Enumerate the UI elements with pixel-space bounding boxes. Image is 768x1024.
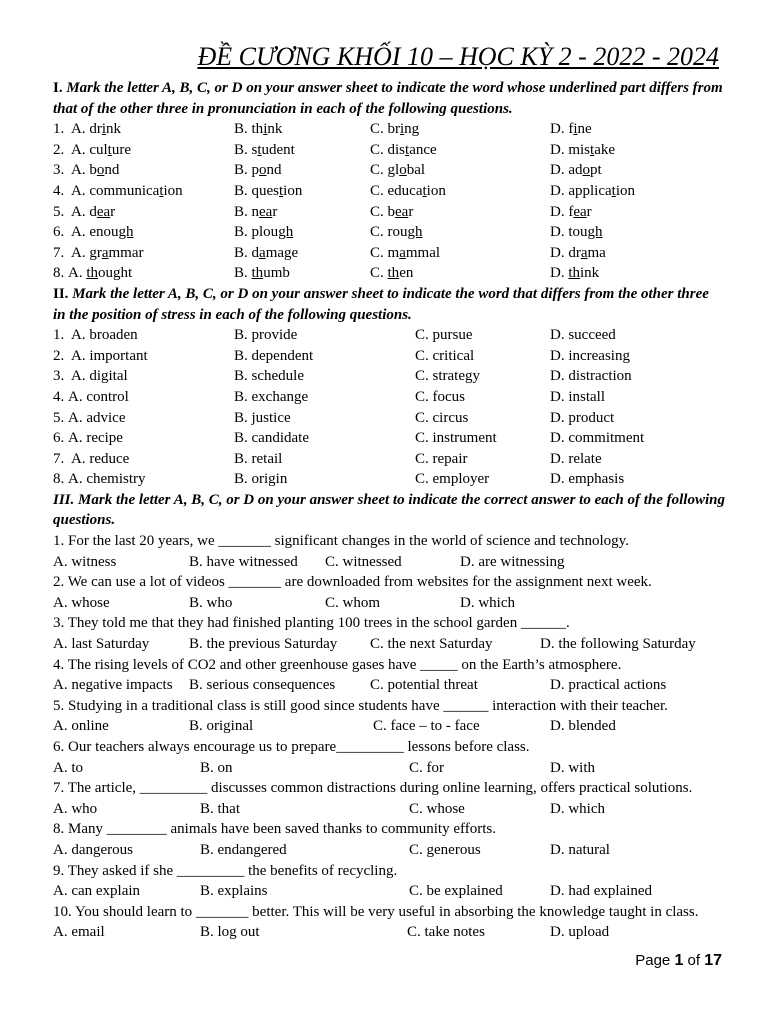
question-number: 6.	[53, 224, 65, 241]
question-number: 5.	[53, 409, 65, 426]
answer-row	[53, 758, 725, 779]
question-row	[53, 119, 725, 140]
answer-option: D. with	[550, 759, 595, 776]
question-row	[53, 140, 725, 161]
answer-option: B. justice	[234, 409, 291, 426]
question-number: 1.	[53, 327, 65, 344]
question-text: 1. For the last 20 years, we _______ significant changes in the world of science and technology.	[53, 533, 629, 550]
answer-option: D. fine	[550, 121, 592, 138]
question-number: 6.	[53, 430, 65, 447]
question-row	[53, 263, 725, 284]
answer-option: C. pursue	[415, 327, 473, 344]
underlined-part: th	[251, 265, 264, 282]
answer-option: D. relate	[550, 450, 602, 467]
underlined-part: i	[101, 121, 106, 138]
answer-option: D. think	[550, 265, 600, 282]
answer-option: A. online	[53, 718, 109, 735]
section-1-heading	[53, 78, 725, 119]
answer-option: C. focus	[415, 388, 465, 405]
page-title: ĐỀ CƯƠNG KHỐI 10 – HỌC KỲ 2 - 2022 - 2024	[197, 42, 719, 71]
answer-option: A. enough	[71, 224, 134, 241]
answer-option: A. bond	[71, 162, 120, 179]
answer-option: B. log out	[200, 924, 260, 941]
answer-option: C. rough	[370, 224, 423, 241]
answer-option: A. digital	[71, 368, 128, 385]
answer-option: D. are witnessing	[460, 553, 565, 570]
underlined-part: i	[573, 121, 578, 138]
answer-option: D. mistake	[550, 141, 616, 158]
answer-option: D. which	[460, 594, 515, 611]
answer-row	[53, 922, 725, 943]
answer-option: C. take notes	[407, 924, 485, 941]
answer-option: C. repair	[415, 450, 468, 467]
answer-option: D. tough	[550, 224, 603, 241]
answer-option: B. origin	[234, 471, 288, 488]
answer-option: B. the previous Saturday	[189, 636, 338, 653]
answer-option: B. serious consequences	[189, 677, 336, 694]
answer-option: D. emphasis	[550, 471, 625, 488]
answer-option: C. generous	[409, 841, 481, 858]
answer-option: B. exchange	[234, 388, 309, 405]
answer-option: C. the next Saturday	[370, 636, 493, 653]
underlined-part: t	[257, 141, 262, 158]
underlined-part: gh	[118, 224, 134, 241]
underlined-part: o	[399, 162, 407, 179]
answer-option: B. question	[234, 182, 303, 199]
answer-option: B. pond	[234, 162, 282, 179]
answer-option: D. practical actions	[550, 677, 667, 694]
answer-option: C. for	[409, 759, 444, 776]
question-number: 4.	[53, 388, 65, 405]
question-text: 8. Many ________ animals have been saved thanks to community efforts.	[53, 821, 496, 838]
page-label: Page	[635, 952, 675, 969]
underlined-part: a	[399, 244, 406, 261]
answer-option: C. critical	[415, 347, 475, 364]
underlined-part: o	[582, 162, 590, 179]
answer-option: C. whose	[409, 800, 465, 817]
total-pages: 17	[704, 952, 722, 969]
question-number: 2.	[53, 347, 65, 364]
question-number: 3.	[53, 368, 65, 385]
answer-option: D. application	[550, 182, 635, 199]
question-row	[53, 408, 725, 429]
underlined-part: a	[580, 244, 588, 261]
underlined-part: ea	[395, 203, 409, 220]
answer-option: A. reduce	[71, 450, 130, 467]
question-row	[53, 243, 725, 264]
page-footer	[635, 952, 722, 970]
question-row	[53, 202, 725, 223]
answer-option: A. can explain	[53, 883, 141, 900]
answer-option: C. witnessed	[325, 553, 402, 570]
answer-option: A. communication	[71, 182, 183, 199]
question-number: 4.	[53, 182, 65, 199]
underlined-part: t	[611, 182, 616, 199]
answer-option: B. thumb	[234, 265, 290, 282]
answer-row	[53, 716, 725, 737]
underlined-part: t	[590, 141, 595, 158]
answer-option: A. culture	[71, 141, 131, 158]
answer-option: C. global	[370, 162, 426, 179]
answer-option: A. to	[53, 759, 83, 776]
answer-option: D. product	[550, 409, 615, 426]
current-page: 1	[674, 952, 684, 969]
section-2-number: II.	[53, 285, 69, 302]
question-text: 4. The rising levels of CO2 and other greenhouse gases have _____ on the Earth’s atmosphere.	[53, 656, 622, 673]
underlined-part: gh	[587, 224, 603, 241]
underlined-part: ea	[573, 203, 587, 220]
answer-option: C. education	[370, 182, 446, 199]
question-number: 2.	[53, 141, 65, 158]
answer-option: B. think	[234, 121, 283, 138]
answer-option: A. whose	[53, 594, 110, 611]
underlined-part: th	[568, 265, 581, 282]
answer-option: D. natural	[550, 841, 610, 858]
answer-option: C. instrument	[415, 430, 497, 447]
answer-option: B. schedule	[234, 368, 304, 385]
answer-option: B. who	[189, 594, 233, 611]
question-row	[53, 449, 725, 470]
answer-option: B. have witnessed	[189, 553, 298, 570]
answer-option: A. broaden	[71, 327, 138, 344]
underlined-part: t	[422, 182, 427, 199]
document-page	[53, 40, 725, 943]
answer-option: A. grammar	[71, 244, 144, 261]
answer-option: B. endangered	[200, 841, 287, 858]
answer-option: A. negative impacts	[53, 677, 173, 694]
underlined-part: t	[107, 141, 112, 158]
answer-option: D. the following Saturday	[540, 636, 696, 653]
underlined-part: t	[279, 182, 284, 199]
underlined-part: t	[159, 182, 164, 199]
section-1-questions	[53, 119, 725, 284]
answer-option: D. commitment	[550, 430, 645, 447]
answer-option: B. that	[200, 800, 240, 817]
section-3-heading	[53, 490, 725, 531]
answer-option: A. thought	[68, 265, 133, 282]
answer-option: A. dangerous	[53, 841, 133, 858]
answer-option: A. last Saturday	[53, 636, 150, 653]
answer-option: C. strategy	[415, 368, 480, 385]
answer-option: D. had explained	[550, 883, 653, 900]
underlined-part: gh	[407, 224, 423, 241]
answer-option: C. be explained	[409, 883, 503, 900]
answer-option: D. adopt	[550, 162, 602, 179]
question-row	[53, 387, 725, 408]
question-row	[53, 222, 725, 243]
answer-option: A. witness	[53, 553, 117, 570]
answer-option: C. circus	[415, 409, 469, 426]
question-text: 10. You should learn to _______ better. This will be very useful in absorbing the knowledge taught in class.	[53, 903, 699, 920]
answer-option: B. provide	[234, 327, 298, 344]
answer-option: C. potential threat	[370, 677, 478, 694]
answer-option: C. face – to - face	[373, 718, 480, 735]
answer-option: D. drama	[550, 244, 606, 261]
question-text: 9. They asked if she _________ the benefits of recycling.	[53, 862, 398, 879]
answer-option: B. on	[200, 759, 233, 776]
answer-option: A. who	[53, 800, 98, 817]
underlined-part: i	[400, 121, 405, 138]
question-number: 7.	[53, 450, 65, 467]
answer-row	[53, 675, 725, 696]
underlined-part: ea	[96, 203, 111, 220]
underlined-part: th	[86, 265, 99, 282]
question-row	[53, 428, 725, 449]
answer-option: D. which	[550, 800, 605, 817]
answer-row	[53, 634, 725, 655]
section-3-number: III.	[53, 491, 75, 508]
question-text: 5. Studying in a traditional class is still good since students have ______ interaction with their teacher.	[53, 697, 668, 714]
question-text: 6. Our teachers always encourage us to prepare_________ lessons before class.	[53, 739, 530, 755]
question-row	[53, 366, 725, 387]
answer-option: A. important	[71, 347, 148, 364]
underlined-part: th	[387, 265, 400, 282]
answer-option: B. near	[234, 203, 278, 220]
answer-row	[53, 799, 725, 820]
answer-option: B. student	[234, 141, 295, 158]
answer-option: B. plough	[234, 224, 294, 241]
answer-option: D. blended	[550, 718, 616, 735]
question-text: 3. They told me that they had finished planting 100 trees in the school garden ______.	[53, 615, 570, 632]
question-number: 8.	[53, 265, 65, 282]
answer-option: C. then	[370, 265, 414, 282]
section-3-questions	[53, 531, 725, 943]
answer-option: B. dependent	[234, 347, 314, 364]
underlined-part: a	[101, 244, 109, 261]
answer-option: D. upload	[550, 924, 610, 941]
underlined-part: ea	[259, 203, 273, 220]
answer-option: A. drink	[71, 121, 121, 138]
section-3-instruction: Mark the letter A, B, C, or D on your answer sheet to indicate the correct answer to each of the following questions.	[53, 491, 725, 529]
answer-row	[53, 552, 725, 573]
answer-option: A. advice	[68, 409, 126, 426]
answer-option: A. control	[68, 388, 129, 405]
question-number: 1.	[53, 121, 65, 138]
question-number: 8.	[53, 471, 65, 488]
question-text: 2. We can use a lot of videos _______ are downloaded from websites for the assignment next week.	[53, 574, 652, 591]
answer-row	[53, 840, 725, 861]
answer-option: B. retail	[234, 450, 283, 467]
question-text: 7. The article, _________ discusses common distractions during online learning, offers practical solutions.	[53, 780, 693, 797]
answer-option: A. email	[53, 924, 105, 941]
section-1-instruction: Mark the letter A, B, C, or D on your answer sheet to indicate the word whose underlined part differs from that of the other three in pronunciation in each of the following questions.	[53, 80, 723, 117]
section-2-questions	[53, 325, 725, 490]
answer-option: B. candidate	[234, 430, 309, 447]
answer-option: D. distraction	[550, 368, 632, 385]
section-2-heading	[53, 284, 725, 325]
answer-option: A. recipe	[68, 430, 123, 447]
answer-option: D. increasing	[550, 347, 630, 364]
answer-option: C. whom	[325, 594, 381, 611]
underlined-part: o	[259, 162, 267, 179]
answer-option: B. original	[189, 718, 254, 735]
question-row	[53, 325, 725, 346]
answer-option: C. mammal	[370, 244, 441, 261]
question-number: 5.	[53, 203, 65, 220]
underlined-part: a	[259, 244, 266, 261]
answer-option: D. succeed	[550, 327, 616, 344]
question-number: 7.	[53, 244, 65, 261]
underlined-part: gh	[278, 224, 294, 241]
answer-option: B. damage	[234, 244, 299, 261]
answer-option: C. employer	[415, 471, 490, 488]
answer-option: D. fear	[550, 203, 592, 220]
answer-row	[53, 881, 725, 902]
question-row	[53, 469, 725, 490]
question-row	[53, 181, 725, 202]
section-1-number: I.	[53, 80, 63, 96]
answer-row	[53, 593, 725, 614]
answer-option: C. distance	[370, 141, 437, 158]
answer-option: C. bear	[370, 203, 414, 220]
question-row	[53, 346, 725, 367]
answer-option: C. bring	[370, 121, 420, 138]
question-number: 3.	[53, 162, 65, 179]
underlined-part: o	[96, 162, 105, 179]
answer-option: D. install	[550, 388, 605, 405]
of-label: of	[683, 952, 705, 969]
answer-option: A. chemistry	[68, 471, 146, 488]
section-2-instruction: Mark the letter A, B, C, or D on your answer sheet to indicate the word that differs from the other three in the position of stress in each of the following questions.	[53, 285, 709, 323]
question-row	[53, 160, 725, 181]
underlined-part: t	[405, 141, 410, 158]
answer-option: A. dear	[71, 203, 116, 220]
underlined-part: i	[263, 121, 268, 138]
answer-option: B. explains	[200, 883, 268, 900]
